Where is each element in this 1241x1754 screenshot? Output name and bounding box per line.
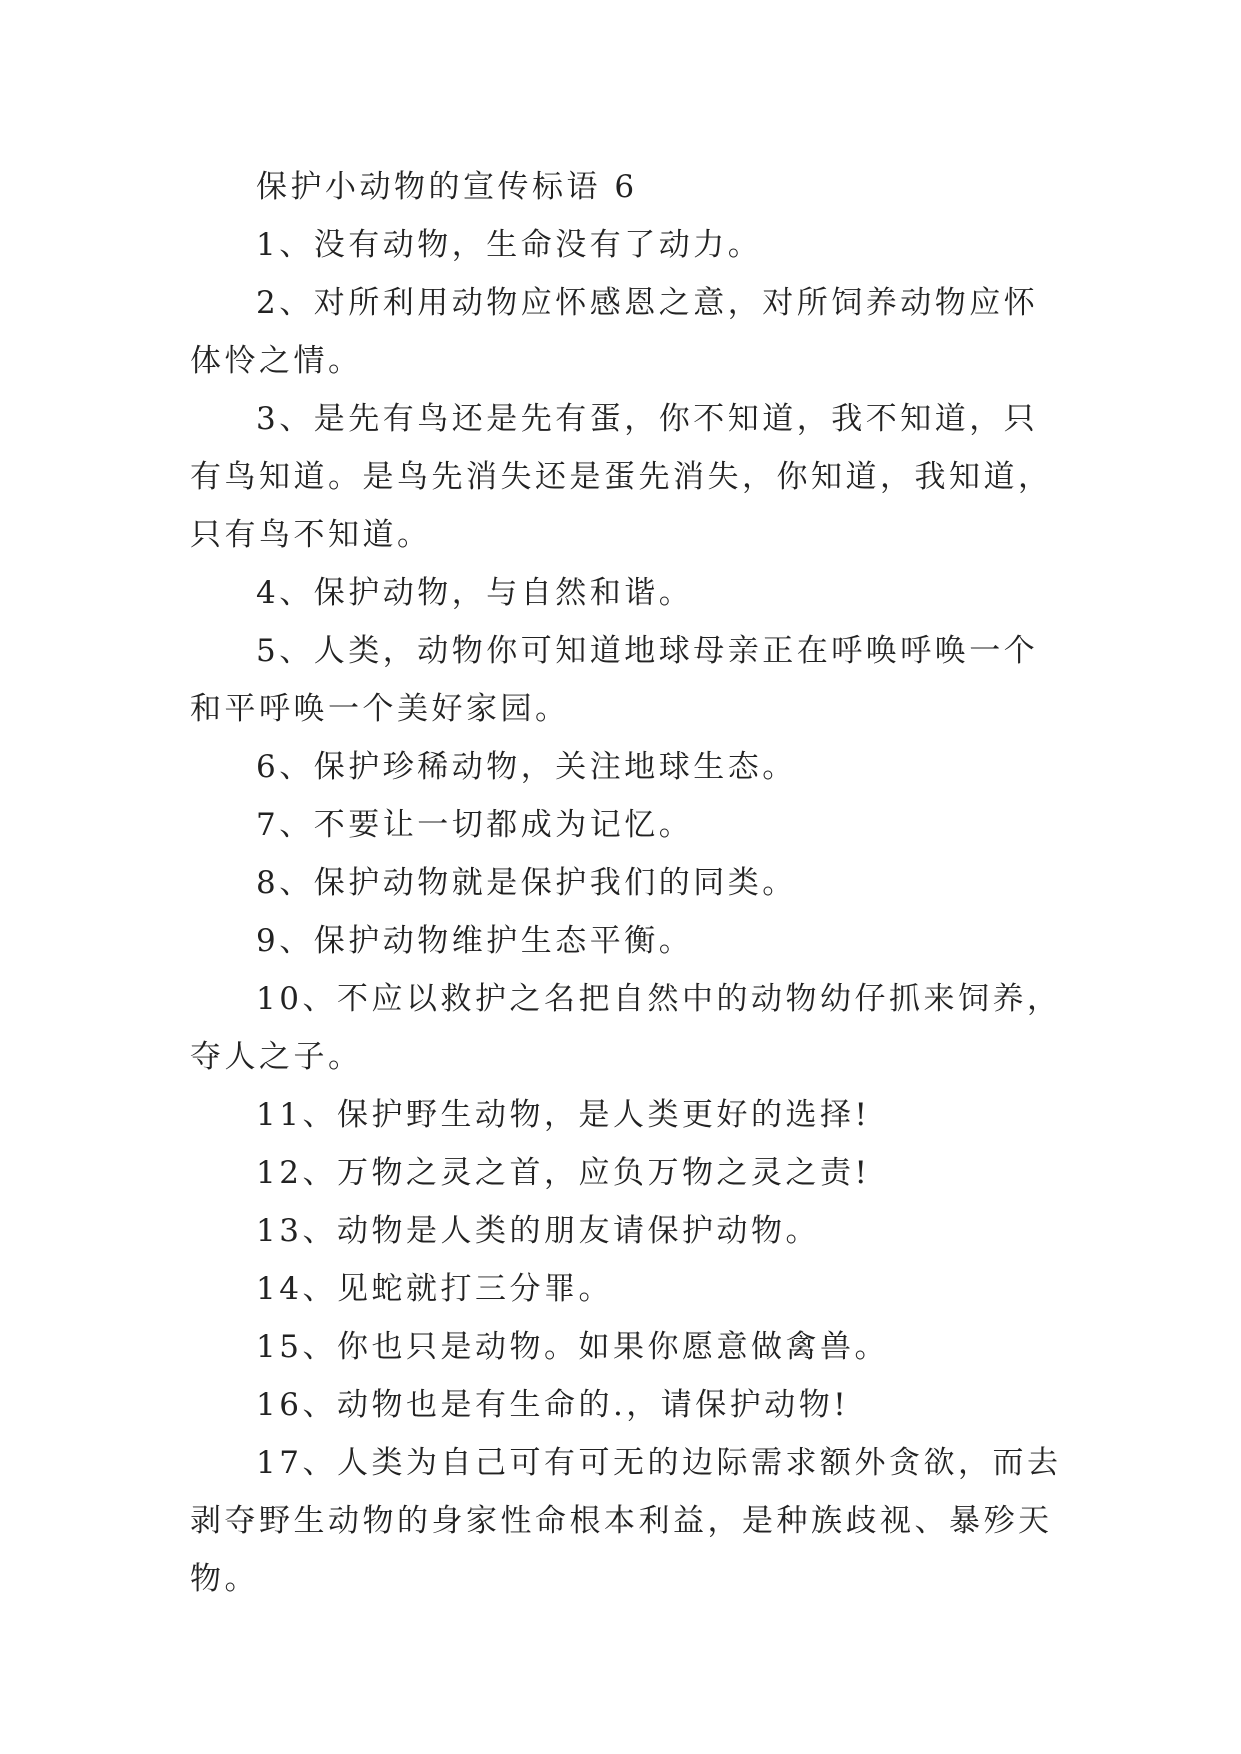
slogan-15: 15、你也只是动物。如果你愿意做禽兽。: [256, 1329, 889, 1365]
slogan-3: 3、是先有鸟还是先有蛋，你不知道，我不知道，只有鸟知道。是鸟先消失还是蛋先消失，你知道，我知道，只有鸟不知道。: [190, 401, 1053, 553]
slogan-9: 9、保护动物维护生态平衡。: [256, 923, 694, 959]
document-title: 保护小动物的宣传标语 6: [256, 169, 638, 205]
slogan-8: 8、保护动物就是保护我们的同类。: [256, 865, 797, 901]
slogan-17: 17、人类为自己可有可无的边际需求额外贪欲，而去剥夺野生动物的身家性命根本利益，是种族歧视、暴殄天物。: [190, 1445, 1062, 1597]
slogan-11: 11、保护野生动物，是人类更好的选择!: [256, 1097, 871, 1133]
slogan-6: 6、保护珍稀动物，关注地球生态。: [256, 749, 797, 785]
slogan-14: 14、见蛇就打三分罪。: [256, 1271, 613, 1307]
slogan-1: 1、没有动物，生命没有了动力。: [256, 227, 763, 263]
slogan-12: 12、万物之灵之首，应负万物之灵之责!: [256, 1155, 871, 1191]
slogan-13: 13、动物是人类的朋友请保护动物。: [256, 1213, 820, 1249]
document-body: [190, 158, 1070, 1608]
slogan-16: 16、动物也是有生命的.，请保护动物!: [256, 1387, 850, 1423]
slogan-10: 10、不应以救护之名把自然中的动物幼仔抓来饲养，夺人之子。: [190, 981, 1062, 1075]
slogan-2: 2、对所利用动物应怀感恩之意，对所饲养动物应怀体怜之情。: [190, 285, 1039, 379]
slogan-5: 5、人类，动物你可知道地球母亲正在呼唤呼唤一个和平呼唤一个美好家园。: [190, 633, 1039, 727]
slogan-4: 4、保护动物，与自然和谐。: [256, 575, 694, 611]
slogan-7: 7、不要让一切都成为记忆。: [256, 807, 694, 843]
